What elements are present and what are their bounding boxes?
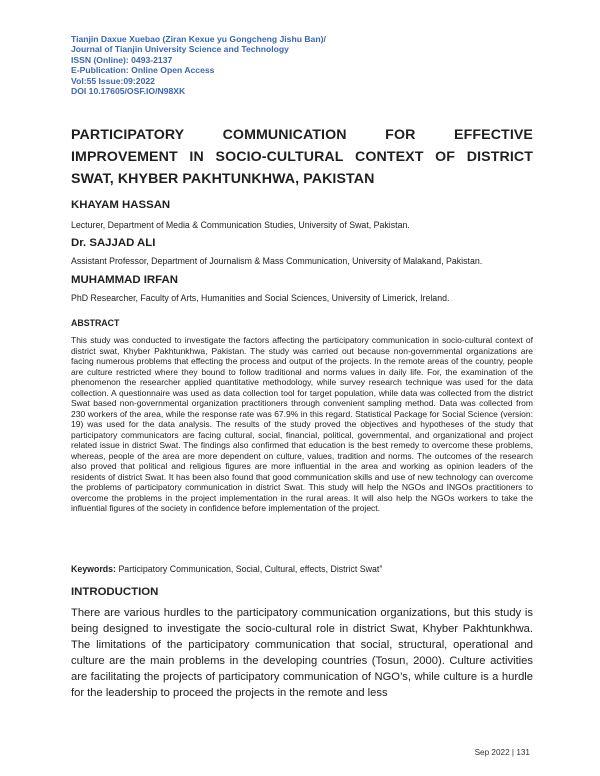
journal-volume: Vol:55 Issue:09:2022 <box>71 75 155 86</box>
journal-name: Tianjin Daxue Xuebao (Ziran Kexue yu Gongcheng Jishu Ban)/ <box>71 34 326 44</box>
journal-issn: ISSN (Online): 0493-2137 <box>71 54 173 65</box>
introduction-text: There are various hurdles to the participatory communication organizations, but this study is being designed to investigate the socio-cultural role in district Swat, Khyber Pakhtunkhwa. The limitations of the participatory communication that social, structural, operational and culture are the main problems in the developing countries (Tosun, 2000). Culture activities are facilitating the projects of participatory communication of NGO’s, while culture is a hurdle for the leadership to proceed the projects in the remote and less <box>71 607 533 700</box>
journal-name-en: Journal of Tianjin University Science and Technology <box>71 44 289 55</box>
page-footer: Sep 2022 | 131 <box>474 748 530 757</box>
author-affiliation: Lecturer, Department of Media & Communication Studies, University of Swat, Pakistan. <box>71 220 410 230</box>
keywords-text: Participatory Communication, Social, Cultural, effects, District Swat” <box>118 564 383 574</box>
author-name: KHAYAM HASSAN <box>71 199 171 211</box>
author-affiliation: PhD Researcher, Faculty of Arts, Humanities and Social Sciences, University of Limerick, Ireland. <box>71 293 450 303</box>
keywords-label: Keywords: <box>71 564 116 574</box>
journal-publication: E-Publication: Online Open Access <box>71 65 215 76</box>
journal-doi: DOI 10.17605/OSF.IO/N98XK <box>71 86 186 97</box>
author-name: MUHAMMAD IRFAN <box>71 274 178 286</box>
author-affiliation: Assistant Professor, Department of Journalism & Mass Communication, University of Malakand, Pakistan. <box>71 256 483 266</box>
abstract-heading: ABSTRACT <box>71 318 120 328</box>
journal-header <box>71 34 326 96</box>
abstract-text: This study was conducted to investigate the factors affecting the participatory communication in socio-cultural context of district swat, Khyber Pakhtunkhwa, Pakistan. The study was carried out because non-governmental organizations are facing numerous problems that effecting the process and output of the projects. In the remote areas of the country, people are culture restricted where they bound to follow traditional and norms values in daily life. For, the examination of the phenomenon the researcher applied quantitative methodology, while survey research technique was used for the data collection. A questionnaire was used as data collection tool for target population, while data was collected from the district Swat based non-governmental organization practitioners through convenient sampling method. Data was collected from 230 workers of the area, while the response rate was 67.9% in this regard. Statistical Package for Social Science (version: 19) was used for the data analysis. The results of the study proved the objectives and hypotheses of the study that participatory communicators are facing cultural, social, financial, political, governmental, and organizational and project related issue in district Swat. The findings also confirmed that education is the best remedy to overcome these problems, whereas, people of the area are more dependent on culture, values, tradition and norms. The outcomes of the research also proved that political and religious figures are more influential in the area and working as opinion leaders of the residents of district Swat. It has been also found that good communication skills and use of new technology can overcome the problems of participatory communication in district Swat. This study will help the NGOs and INGOs practitioners to overcome the problems in the project implementation in the rural areas. It will also help the NGOs workers to take the influential figures of the society in confidence before implementation of the project. <box>71 335 533 513</box>
keywords <box>71 564 382 574</box>
paper-title: PARTICIPATORY COMMUNICATION FOR EFFECTIVE IMPROVEMENT IN SOCIO-CULTURAL CONTEXT OF DISTRICT SWAT, KHYBER PAKHTUNKHWA, PAKISTAN <box>71 127 533 187</box>
introduction-heading: INTRODUCTION <box>71 586 159 598</box>
author-name: Dr. SAJJAD ALI <box>71 237 156 249</box>
